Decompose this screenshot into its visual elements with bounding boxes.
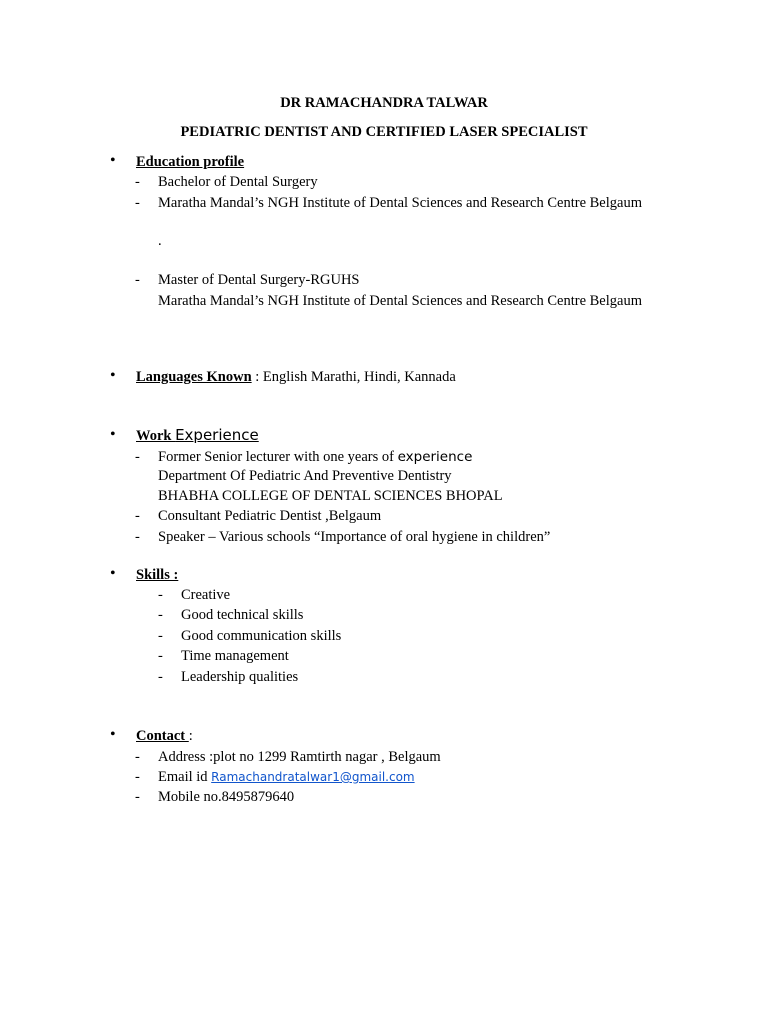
email-link[interactable]: Ramachandratalwar1@gmail.com — [211, 770, 415, 784]
dash-icon: - — [135, 272, 140, 288]
bullet-icon: • — [110, 152, 116, 169]
dash-icon: - — [135, 749, 140, 765]
bullet-icon: • — [110, 565, 116, 582]
resume-name: DR RAMACHANDRA TALWAR — [280, 95, 488, 111]
bullet-icon: • — [110, 726, 116, 743]
dash-icon: - — [135, 174, 140, 190]
work-item — [158, 450, 472, 465]
dash-icon: - — [158, 669, 163, 685]
languages-value: : English Marathi, Hindi, Kannada — [251, 369, 456, 385]
dash-icon: - — [135, 789, 140, 805]
contact-colon: : — [188, 728, 193, 744]
education-heading: Education profile — [136, 154, 245, 170]
work-item: Department Of Pediatric And Preventive Dentistry — [158, 468, 452, 484]
education-item: Maratha Mandal’s NGH Institute of Dental Sciences and Research Centre Belgaum — [158, 195, 642, 211]
dash-icon: - — [158, 648, 163, 664]
languages-heading: Languages Known — [136, 369, 252, 385]
skill-item: Creative — [181, 587, 231, 603]
contact-mobile: Mobile no.8495879640 — [158, 789, 295, 805]
contact-heading: Contact — [136, 728, 189, 744]
skill-item: Good communication skills — [181, 628, 342, 644]
education-item: Master of Dental Surgery-RGUHS — [158, 272, 360, 288]
work-item: Speaker – Various schools “Importance of oral hygiene in children” — [158, 529, 551, 545]
bullet-icon: • — [110, 426, 116, 443]
dash-icon: - — [135, 449, 140, 465]
skill-item: Leadership qualities — [181, 669, 299, 685]
skill-item: Time management — [181, 648, 289, 664]
dash-icon: - — [158, 587, 163, 603]
bullet-icon: • — [110, 367, 116, 384]
education-item: Maratha Mandal’s NGH Institute of Dental Sciences and Research Centre Belgaum — [158, 293, 642, 309]
work-heading — [136, 428, 259, 444]
dash-icon: - — [135, 529, 140, 545]
contact-email-line — [158, 770, 415, 785]
resume-title: PEDIATRIC DENTIST AND CERTIFIED LASER SPECIALIST — [180, 124, 588, 140]
contact-address: Address :plot no 1299 Ramtirth nagar , Belgaum — [158, 749, 441, 765]
languages-line — [136, 370, 456, 385]
skills-heading: Skills : — [136, 567, 179, 583]
work-item: Consultant Pediatric Dentist ,Belgaum — [158, 508, 382, 524]
contact-email-label: Email id — [158, 769, 212, 785]
dash-icon: - — [135, 195, 140, 211]
work-item-text-sans: experience — [397, 449, 473, 465]
work-heading-part1: Work — [136, 428, 176, 444]
dash-icon: - — [135, 508, 140, 524]
dash-icon: - — [158, 628, 163, 644]
dash-icon: - — [158, 607, 163, 623]
dash-icon: - — [135, 769, 140, 785]
contact-heading-line — [136, 729, 193, 744]
education-item: Bachelor of Dental Surgery — [158, 174, 318, 190]
skill-item: Good technical skills — [181, 607, 304, 623]
work-item-text: Former Senior lecturer with one years of — [158, 449, 398, 465]
work-item: BHABHA COLLEGE OF DENTAL SCIENCES BHOPAL — [158, 488, 503, 504]
education-item: . — [158, 233, 162, 249]
work-heading-part2: Experience — [175, 426, 259, 444]
